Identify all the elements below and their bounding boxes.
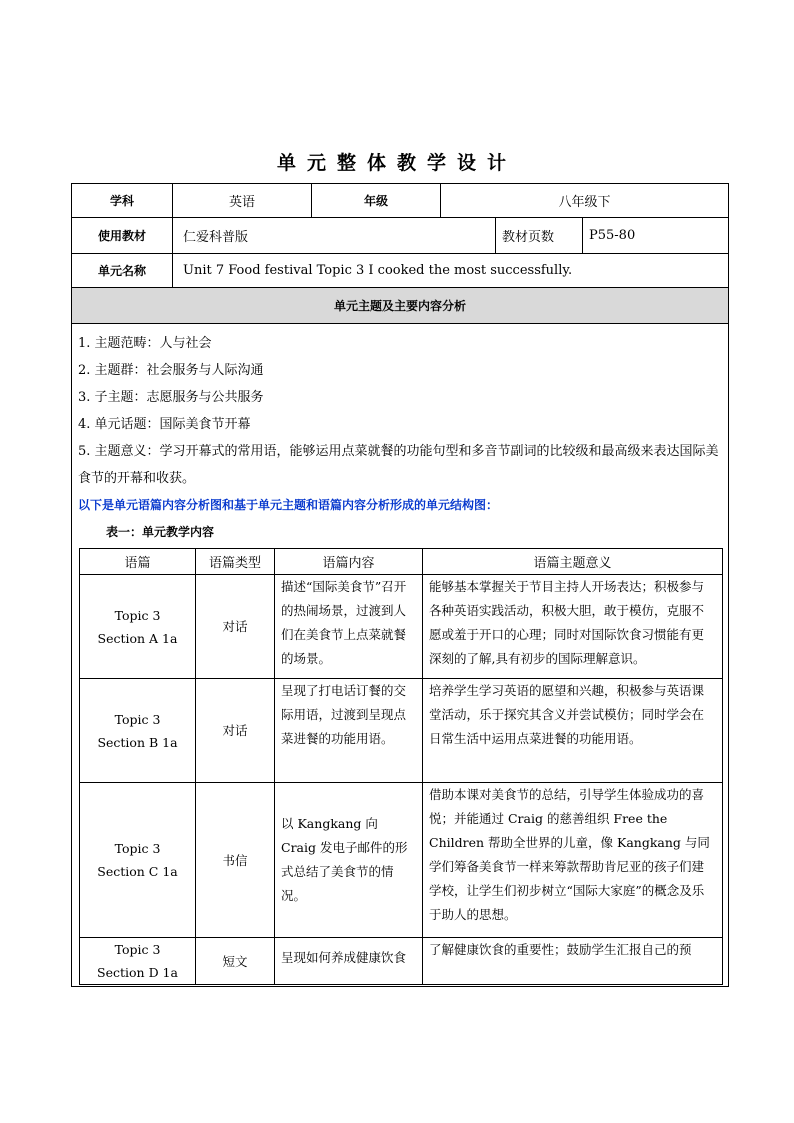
row-type: 对话 bbox=[196, 575, 275, 679]
row-text: Topic 3 Section A 1a bbox=[80, 575, 196, 679]
row-type: 短文 bbox=[196, 938, 275, 985]
analysis-block bbox=[72, 324, 728, 546]
row-type: 对话 bbox=[196, 679, 275, 783]
table-row bbox=[80, 938, 723, 985]
subject-label: 学科 bbox=[72, 184, 173, 218]
structure-intro: 以下是单元语篇内容分析图和基于单元主题和语篇内容分析形成的单元结构图： bbox=[78, 498, 499, 512]
pages-value: P55-80 bbox=[583, 218, 728, 254]
row-type: 书信 bbox=[196, 783, 275, 938]
row-content: 描述“国际美食节”召开的热闹场景，过渡到人们在美食节上点菜就餐的场景。 bbox=[275, 575, 423, 679]
pages-label: 教材页数 bbox=[496, 218, 583, 254]
content-table bbox=[79, 548, 723, 985]
row-meaning: 借助本课对美食节的总结，引导学生体验成功的喜悦；并能通过 Craig 的慈善组织 Free the Children 帮助全世界的儿童，像 Kangkang 与同学们筹备美食节一样来筹款帮助肯尼亚的孩子们建学校，让学生们初步树立“国际大家庭”的概念及乐于助人的思想。 bbox=[423, 783, 723, 938]
table-row bbox=[80, 783, 723, 938]
row-content: 呈现如何养成健康饮食 bbox=[275, 938, 423, 985]
row-meaning: 能够基本掌握关于节目主持人开场表达；积极参与各种英语实践活动，积极大胆，敢于模仿，克服不愿或羞于开口的心理；同时对国际饮食习惯能有更深刻的了解,具有初步的国际理解意识。 bbox=[423, 575, 723, 679]
subject-value: 英语 bbox=[173, 184, 312, 218]
textbook-label: 使用教材 bbox=[72, 218, 173, 254]
row-text: Topic 3 Section B 1a bbox=[80, 679, 196, 783]
analysis-item-4: 4. 单元话题：国际美食节开幕 bbox=[78, 417, 251, 432]
grade-label: 年级 bbox=[312, 184, 441, 218]
header-content: 语篇内容 bbox=[275, 549, 423, 575]
page-title: 单元整体教学设计 bbox=[276, 152, 517, 174]
analysis-item-5: 5. 主题意义：学习开幕式的常用语，能够运用点菜就餐的功能句型和多音节副词的比较级和最高级来表达国际美食节的开幕和收获。 bbox=[78, 444, 719, 486]
grade-value: 八年级下 bbox=[441, 184, 728, 218]
table-row bbox=[80, 575, 723, 679]
section-heading: 单元主题及主要内容分析 bbox=[72, 288, 728, 324]
analysis-item-1: 1. 主题范畴：人与社会 bbox=[78, 336, 212, 351]
row-content: 以 Kangkang 向 Craig 发电子邮件的形式总结了美食节的情况。 bbox=[275, 783, 423, 938]
header-type: 语篇类型 bbox=[196, 549, 275, 575]
row-content: 呈现了打电话订餐的交际用语，过渡到呈现点菜进餐的功能用语。 bbox=[275, 679, 423, 783]
unit-label: 单元名称 bbox=[72, 254, 173, 288]
analysis-item-3: 3. 子主题：志愿服务与公共服务 bbox=[78, 390, 264, 405]
design-table bbox=[71, 183, 729, 987]
row-text: Topic 3 Section D 1a bbox=[80, 938, 196, 985]
textbook-value: 仁爱科普版 bbox=[173, 218, 496, 254]
row-text: Topic 3 Section C 1a bbox=[80, 783, 196, 938]
unit-value: Unit 7 Food festival Topic 3 I cooked the most successfully. bbox=[173, 254, 728, 288]
table-row bbox=[80, 679, 723, 783]
table-header-row bbox=[80, 549, 723, 575]
header-meaning: 语篇主题意义 bbox=[423, 549, 723, 575]
analysis-item-2: 2. 主题群：社会服务与人际沟通 bbox=[78, 363, 264, 378]
row-meaning: 了解健康饮食的重要性；鼓励学生汇报自己的预 bbox=[423, 938, 723, 985]
table-caption: 表一：单元教学内容 bbox=[106, 525, 215, 539]
header-text: 语篇 bbox=[80, 549, 196, 575]
row-meaning: 培养学生学习英语的愿望和兴趣，积极参与英语课堂活动，乐于探究其含义并尝试模仿；同时学会在日常生活中运用点菜进餐的功能用语。 bbox=[423, 679, 723, 783]
